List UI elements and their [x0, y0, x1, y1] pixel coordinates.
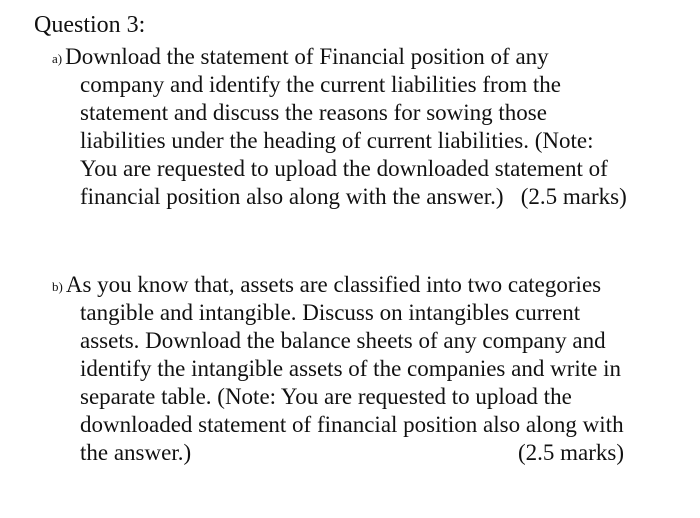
question-title: Question 3:: [34, 12, 146, 38]
part-b-first-line: [52, 271, 601, 301]
part-a-first-line: [52, 43, 549, 73]
part-a-line-4: liabilities under the heading of current liabilities. (Note:: [80, 128, 594, 153]
part-a-line-6: financial position also along with the answer.) (2.5 marks): [80, 184, 627, 209]
part-b-marker: b): [52, 279, 63, 294]
part-a-line-3: statement and discuss the reasons for sowing those: [80, 100, 547, 125]
part-b-line-5: separate table. (Note: You are requested to upload the: [80, 384, 572, 409]
part-b-line-3: assets. Download the balance sheets of any company and: [80, 328, 606, 353]
part-a-line-5: You are requested to upload the downloaded statement of: [80, 156, 608, 181]
part-b-line-2: tangible and intangible. Discuss on intangibles current: [80, 300, 581, 325]
part-a-line-1: Download the statement of Financial position of any: [65, 44, 549, 69]
part-b-line-7: the answer.): [80, 440, 192, 465]
part-b-line-6: downloaded statement of financial position also along with: [80, 412, 624, 437]
part-b-line-1: As you know that, assets are classified into two categories: [65, 272, 602, 297]
part-a-marker: a): [52, 51, 63, 66]
part-a-line-2: company and identify the current liabilities from the: [80, 72, 561, 97]
part-b-line-4: identify the intangible assets of the companies and write in: [80, 356, 621, 381]
part-b-marks: (2.5 marks): [518, 440, 625, 465]
